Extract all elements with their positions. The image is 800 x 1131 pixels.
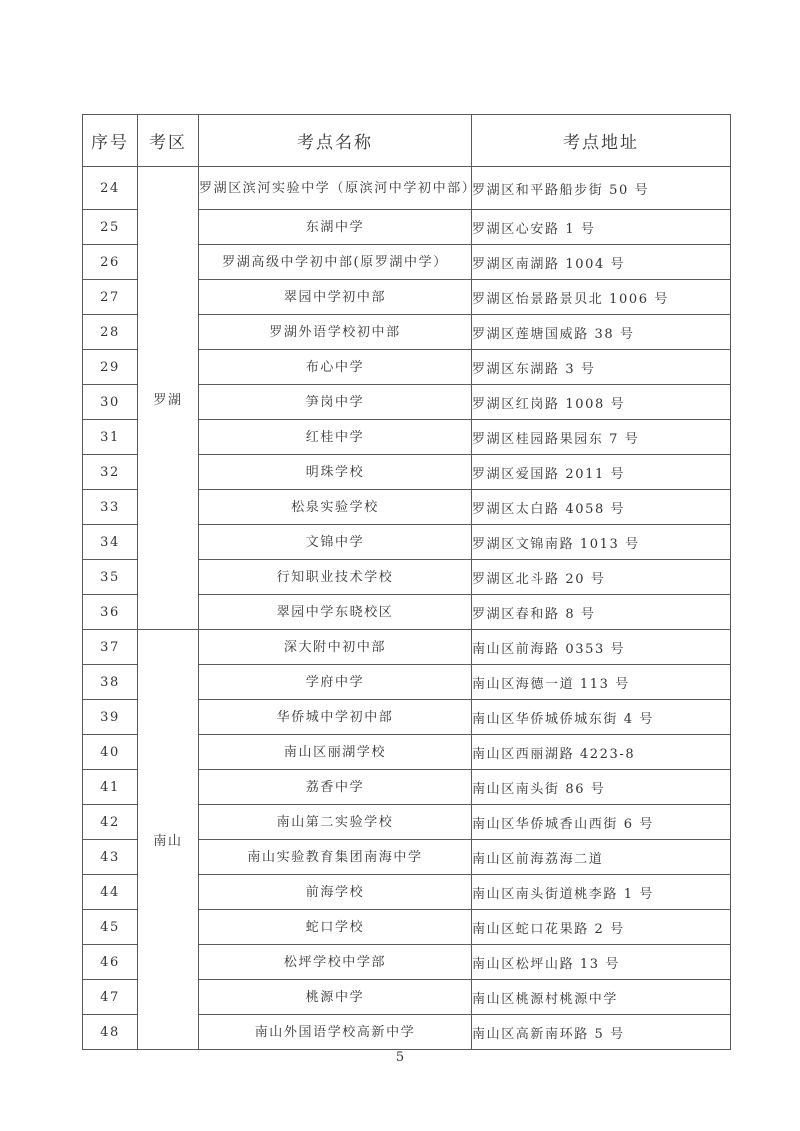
- cell-site-address: 罗湖区北斗路 20 号: [472, 560, 731, 595]
- cell-no: 28: [83, 315, 138, 350]
- cell-site-name: 前海学校: [199, 875, 472, 910]
- cell-site-address: 罗湖区南湖路 1004 号: [472, 245, 731, 280]
- cell-site-name: 罗湖高级中学初中部(原罗湖中学）: [199, 245, 472, 280]
- cell-no: 44: [83, 875, 138, 910]
- cell-site-address: 罗湖区心安路 1 号: [472, 210, 731, 245]
- cell-no: 47: [83, 980, 138, 1015]
- cell-site-address: 南山区前海荔海二道: [472, 840, 731, 875]
- cell-site-address: 南山区蛇口花果路 2 号: [472, 910, 731, 945]
- cell-no: 25: [83, 210, 138, 245]
- cell-site-name: 南山外国语学校高新中学: [199, 1015, 472, 1050]
- cell-no: 33: [83, 490, 138, 525]
- header-no: 序号: [83, 115, 138, 167]
- cell-site-name: 翠园中学东晓校区: [199, 595, 472, 630]
- cell-site-address: 罗湖区莲塘国威路 38 号: [472, 315, 731, 350]
- cell-site-address: 罗湖区文锦南路 1013 号: [472, 525, 731, 560]
- cell-site-name: 红桂中学: [199, 420, 472, 455]
- cell-site-name: 深大附中初中部: [199, 630, 472, 665]
- cell-site-address: 南山区松坪山路 13 号: [472, 945, 731, 980]
- cell-site-name: 罗湖区滨河实验中学（原滨河中学初中部）: [199, 167, 472, 210]
- cell-no: 34: [83, 525, 138, 560]
- cell-site-name: 华侨城中学初中部: [199, 700, 472, 735]
- cell-site-name: 南山第二实验学校: [199, 805, 472, 840]
- cell-no: 48: [83, 1015, 138, 1050]
- cell-site-address: 罗湖区桂园路果园东 7 号: [472, 420, 731, 455]
- cell-no: 43: [83, 840, 138, 875]
- cell-site-name: 布心中学: [199, 350, 472, 385]
- cell-no: 40: [83, 735, 138, 770]
- cell-site-address: 南山区南头街 86 号: [472, 770, 731, 805]
- cell-site-name: 蛇口学校: [199, 910, 472, 945]
- cell-no: 41: [83, 770, 138, 805]
- cell-site-name: 罗湖外语学校初中部: [199, 315, 472, 350]
- table-row: [83, 630, 731, 665]
- header-address: 考点地址: [472, 115, 731, 167]
- cell-site-address: 南山区华侨城香山西街 6 号: [472, 805, 731, 840]
- cell-no: 24: [83, 167, 138, 210]
- cell-site-address: 南山区华侨城侨城东街 4 号: [472, 700, 731, 735]
- cell-site-address: 罗湖区红岗路 1008 号: [472, 385, 731, 420]
- cell-site-name: 松泉实验学校: [199, 490, 472, 525]
- header-name: 考点名称: [199, 115, 472, 167]
- cell-no: 42: [83, 805, 138, 840]
- cell-no: 38: [83, 665, 138, 700]
- header-district: 考区: [138, 115, 199, 167]
- cell-no: 31: [83, 420, 138, 455]
- cell-site-name: 行知职业技术学校: [199, 560, 472, 595]
- cell-site-name: 笋岗中学: [199, 385, 472, 420]
- cell-site-name: 学府中学: [199, 665, 472, 700]
- cell-site-address: 罗湖区太白路 4058 号: [472, 490, 731, 525]
- cell-site-address: 罗湖区东湖路 3 号: [472, 350, 731, 385]
- cell-site-address: 南山区前海路 0353 号: [472, 630, 731, 665]
- cell-no: 32: [83, 455, 138, 490]
- cell-site-name: 翠园中学初中部: [199, 280, 472, 315]
- cell-no: 36: [83, 595, 138, 630]
- table-body: [83, 167, 731, 1050]
- cell-site-name: 桃源中学: [199, 980, 472, 1015]
- cell-site-address: 南山区南头街道桃李路 1 号: [472, 875, 731, 910]
- cell-district: 南山: [138, 630, 199, 1050]
- cell-site-name: 文锦中学: [199, 525, 472, 560]
- cell-site-address: 南山区海德一道 113 号: [472, 665, 731, 700]
- cell-no: 27: [83, 280, 138, 315]
- table-row: [83, 167, 731, 210]
- cell-site-name: 南山区丽湖学校: [199, 735, 472, 770]
- cell-site-name: 明珠学校: [199, 455, 472, 490]
- cell-site-name: 南山实验教育集团南海中学: [199, 840, 472, 875]
- cell-site-name: 东湖中学: [199, 210, 472, 245]
- cell-no: 37: [83, 630, 138, 665]
- cell-site-address: 罗湖区春和路 8 号: [472, 595, 731, 630]
- cell-site-name: 松坪学校中学部: [199, 945, 472, 980]
- cell-no: 46: [83, 945, 138, 980]
- cell-no: 29: [83, 350, 138, 385]
- page-number: 5: [395, 1050, 405, 1065]
- cell-site-address: 南山区桃源村桃源中学: [472, 980, 731, 1015]
- cell-no: 35: [83, 560, 138, 595]
- cell-site-address: 南山区高新南环路 5 号: [472, 1015, 731, 1050]
- cell-no: 45: [83, 910, 138, 945]
- cell-no: 30: [83, 385, 138, 420]
- cell-no: 39: [83, 700, 138, 735]
- cell-site-address: 罗湖区怡景路景贝北 1006 号: [472, 280, 731, 315]
- cell-site-address: 罗湖区和平路船步街 50 号: [472, 167, 731, 210]
- table-header-row: [83, 115, 731, 167]
- cell-no: 26: [83, 245, 138, 280]
- cell-district: 罗湖: [138, 167, 199, 630]
- cell-site-address: 罗湖区爱国路 2011 号: [472, 455, 731, 490]
- exam-sites-table: [82, 114, 731, 1050]
- cell-site-name: 荔香中学: [199, 770, 472, 805]
- cell-site-address: 南山区西丽湖路 4223-8: [472, 735, 731, 770]
